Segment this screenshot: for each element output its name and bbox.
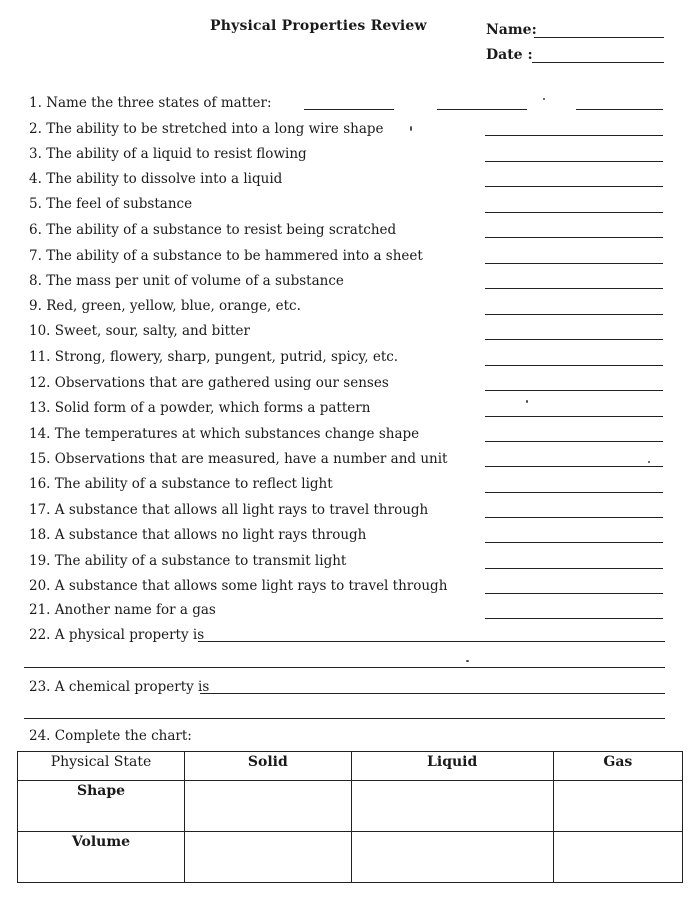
question-text: Strong, flowery, sharp, pungent, putrid, spicy, etc. bbox=[54, 349, 399, 365]
question-24 bbox=[29, 728, 192, 744]
question-text: Another name for a gas bbox=[54, 602, 216, 618]
answer-line-11[interactable] bbox=[485, 365, 663, 366]
answer-line-17[interactable] bbox=[485, 517, 663, 518]
answer-line-15[interactable] bbox=[485, 466, 663, 467]
answer-line-1b[interactable] bbox=[437, 109, 527, 110]
question-text: The mass per unit of volume of a substance bbox=[46, 273, 344, 289]
chart-header-solid: Solid bbox=[185, 752, 352, 781]
name-field[interactable] bbox=[534, 37, 664, 38]
scan-speck bbox=[410, 126, 412, 131]
question-number: 14. bbox=[29, 426, 51, 442]
scan-speck bbox=[648, 461, 650, 463]
answer-line-21[interactable] bbox=[485, 618, 663, 619]
question-text: Observations that are measured, have a number and unit bbox=[54, 451, 448, 467]
answer-line-4[interactable] bbox=[485, 186, 663, 187]
question-8 bbox=[29, 273, 344, 289]
question-text: Sweet, sour, salty, and bitter bbox=[54, 323, 250, 339]
question-number: 24. bbox=[29, 728, 51, 744]
chart-row-volume bbox=[18, 832, 683, 883]
question-number: 8. bbox=[29, 273, 42, 289]
question-14 bbox=[29, 426, 419, 442]
question-text: A substance that allows all light rays to travel through bbox=[54, 502, 429, 518]
answer-line-22a[interactable] bbox=[198, 641, 665, 642]
question-text: The ability to be stretched into a long wire shape bbox=[46, 121, 384, 137]
question-number: 20. bbox=[29, 578, 51, 594]
answer-line-18[interactable] bbox=[485, 542, 663, 543]
question-19 bbox=[29, 553, 346, 569]
question-text: The ability to dissolve into a liquid bbox=[46, 171, 283, 187]
question-number: 16. bbox=[29, 476, 51, 492]
question-text: The ability of a substance to transmit light bbox=[54, 553, 347, 569]
question-text: Red, green, yellow, blue, orange, etc. bbox=[46, 298, 301, 314]
answer-line-7[interactable] bbox=[485, 263, 663, 264]
answer-line-14[interactable] bbox=[485, 441, 663, 442]
question-6 bbox=[29, 222, 396, 238]
chart-cell-shape-solid[interactable] bbox=[185, 781, 352, 832]
answer-line-8[interactable] bbox=[485, 288, 663, 289]
answer-line-20[interactable] bbox=[485, 593, 663, 594]
question-number: 7. bbox=[29, 248, 42, 264]
question-1 bbox=[29, 95, 272, 111]
question-text: The ability of a substance to be hammered into a sheet bbox=[46, 248, 423, 264]
question-23 bbox=[29, 679, 209, 695]
question-number: 6. bbox=[29, 222, 42, 238]
question-4 bbox=[29, 171, 282, 187]
answer-line-13[interactable] bbox=[485, 416, 663, 417]
question-16 bbox=[29, 476, 333, 492]
question-5 bbox=[29, 196, 192, 212]
chart-cell-shape-gas[interactable] bbox=[553, 781, 682, 832]
chart-cell-volume-gas[interactable] bbox=[553, 832, 682, 883]
name-label: Name: bbox=[486, 22, 537, 38]
answer-line-19[interactable] bbox=[485, 568, 663, 569]
question-text: The ability of a liquid to resist flowing bbox=[46, 146, 307, 162]
answer-line-5[interactable] bbox=[485, 212, 663, 213]
question-15 bbox=[29, 451, 447, 467]
question-17 bbox=[29, 502, 428, 518]
question-number: 3. bbox=[29, 146, 42, 162]
question-text: Solid form of a powder, which forms a pattern bbox=[54, 400, 371, 416]
question-number: 22. bbox=[29, 627, 51, 643]
answer-line-2[interactable] bbox=[485, 135, 663, 136]
question-13 bbox=[29, 400, 370, 416]
question-text: The ability of a substance to resist being scratched bbox=[46, 222, 397, 238]
question-text: Observations that are gathered using our senses bbox=[54, 375, 389, 391]
question-18 bbox=[29, 527, 366, 543]
answer-line-22b[interactable] bbox=[24, 667, 665, 668]
question-3 bbox=[29, 146, 307, 162]
question-text: A substance that allows some light rays to travel through bbox=[54, 578, 448, 594]
chart-header-row bbox=[18, 752, 683, 781]
question-number: 1. bbox=[29, 95, 42, 111]
page-title: Physical Properties Review bbox=[210, 18, 427, 34]
question-21 bbox=[29, 602, 216, 618]
question-number: 12. bbox=[29, 375, 51, 391]
question-number: 15. bbox=[29, 451, 51, 467]
question-text: Name the three states of matter: bbox=[46, 95, 272, 111]
question-number: 11. bbox=[29, 349, 51, 365]
question-12 bbox=[29, 375, 389, 391]
question-number: 18. bbox=[29, 527, 51, 543]
question-20 bbox=[29, 578, 447, 594]
chart-row-shape bbox=[18, 781, 683, 832]
question-2 bbox=[29, 121, 384, 137]
question-number: 17. bbox=[29, 502, 51, 518]
question-22 bbox=[29, 627, 204, 643]
answer-line-6[interactable] bbox=[485, 237, 663, 238]
chart-header-gas: Gas bbox=[553, 752, 682, 781]
question-text: A substance that allows no light rays through bbox=[54, 527, 367, 543]
answer-line-16[interactable] bbox=[485, 492, 663, 493]
chart-cell-volume-liquid[interactable] bbox=[351, 832, 553, 883]
question-number: 23. bbox=[29, 679, 51, 695]
answer-line-1c[interactable] bbox=[576, 109, 663, 110]
question-number: 5. bbox=[29, 196, 42, 212]
answer-line-10[interactable] bbox=[485, 339, 663, 340]
question-text: The ability of a substance to reflect light bbox=[54, 476, 333, 492]
question-10 bbox=[29, 323, 250, 339]
question-number: 19. bbox=[29, 553, 51, 569]
chart-header-physical-state: Physical State bbox=[18, 752, 185, 781]
question-text: A chemical property is bbox=[54, 679, 210, 695]
question-11 bbox=[29, 349, 398, 365]
question-number: 4. bbox=[29, 171, 42, 187]
question-number: 10. bbox=[29, 323, 51, 339]
question-9 bbox=[29, 298, 301, 314]
chart-cell-volume-solid[interactable] bbox=[185, 832, 352, 883]
question-number: 2. bbox=[29, 121, 42, 137]
question-text: The feel of substance bbox=[46, 196, 193, 212]
answer-line-12[interactable] bbox=[485, 390, 663, 391]
chart-row-label-volume: Volume bbox=[18, 832, 185, 883]
chart-row-label-shape: Shape bbox=[18, 781, 185, 832]
scan-speck bbox=[543, 98, 545, 100]
question-text: The temperatures at which substances change shape bbox=[54, 426, 420, 442]
answer-line-23a[interactable] bbox=[200, 693, 665, 694]
answer-line-3[interactable] bbox=[485, 161, 663, 162]
chart-cell-shape-liquid[interactable] bbox=[351, 781, 553, 832]
date-label: Date : bbox=[486, 47, 533, 63]
physical-state-chart bbox=[17, 751, 683, 883]
question-number: 13. bbox=[29, 400, 51, 416]
chart-header-liquid: Liquid bbox=[351, 752, 553, 781]
question-number: 21. bbox=[29, 602, 51, 618]
question-text: Complete the chart: bbox=[54, 728, 192, 744]
question-number: 9. bbox=[29, 298, 42, 314]
scan-speck bbox=[526, 400, 528, 403]
answer-line-23b[interactable] bbox=[24, 718, 665, 719]
answer-line-9[interactable] bbox=[485, 314, 663, 315]
scan-speck bbox=[466, 660, 469, 662]
question-text: A physical property is bbox=[54, 627, 205, 643]
answer-line-1a[interactable] bbox=[304, 109, 394, 110]
question-7 bbox=[29, 248, 423, 264]
date-field[interactable] bbox=[532, 62, 664, 63]
